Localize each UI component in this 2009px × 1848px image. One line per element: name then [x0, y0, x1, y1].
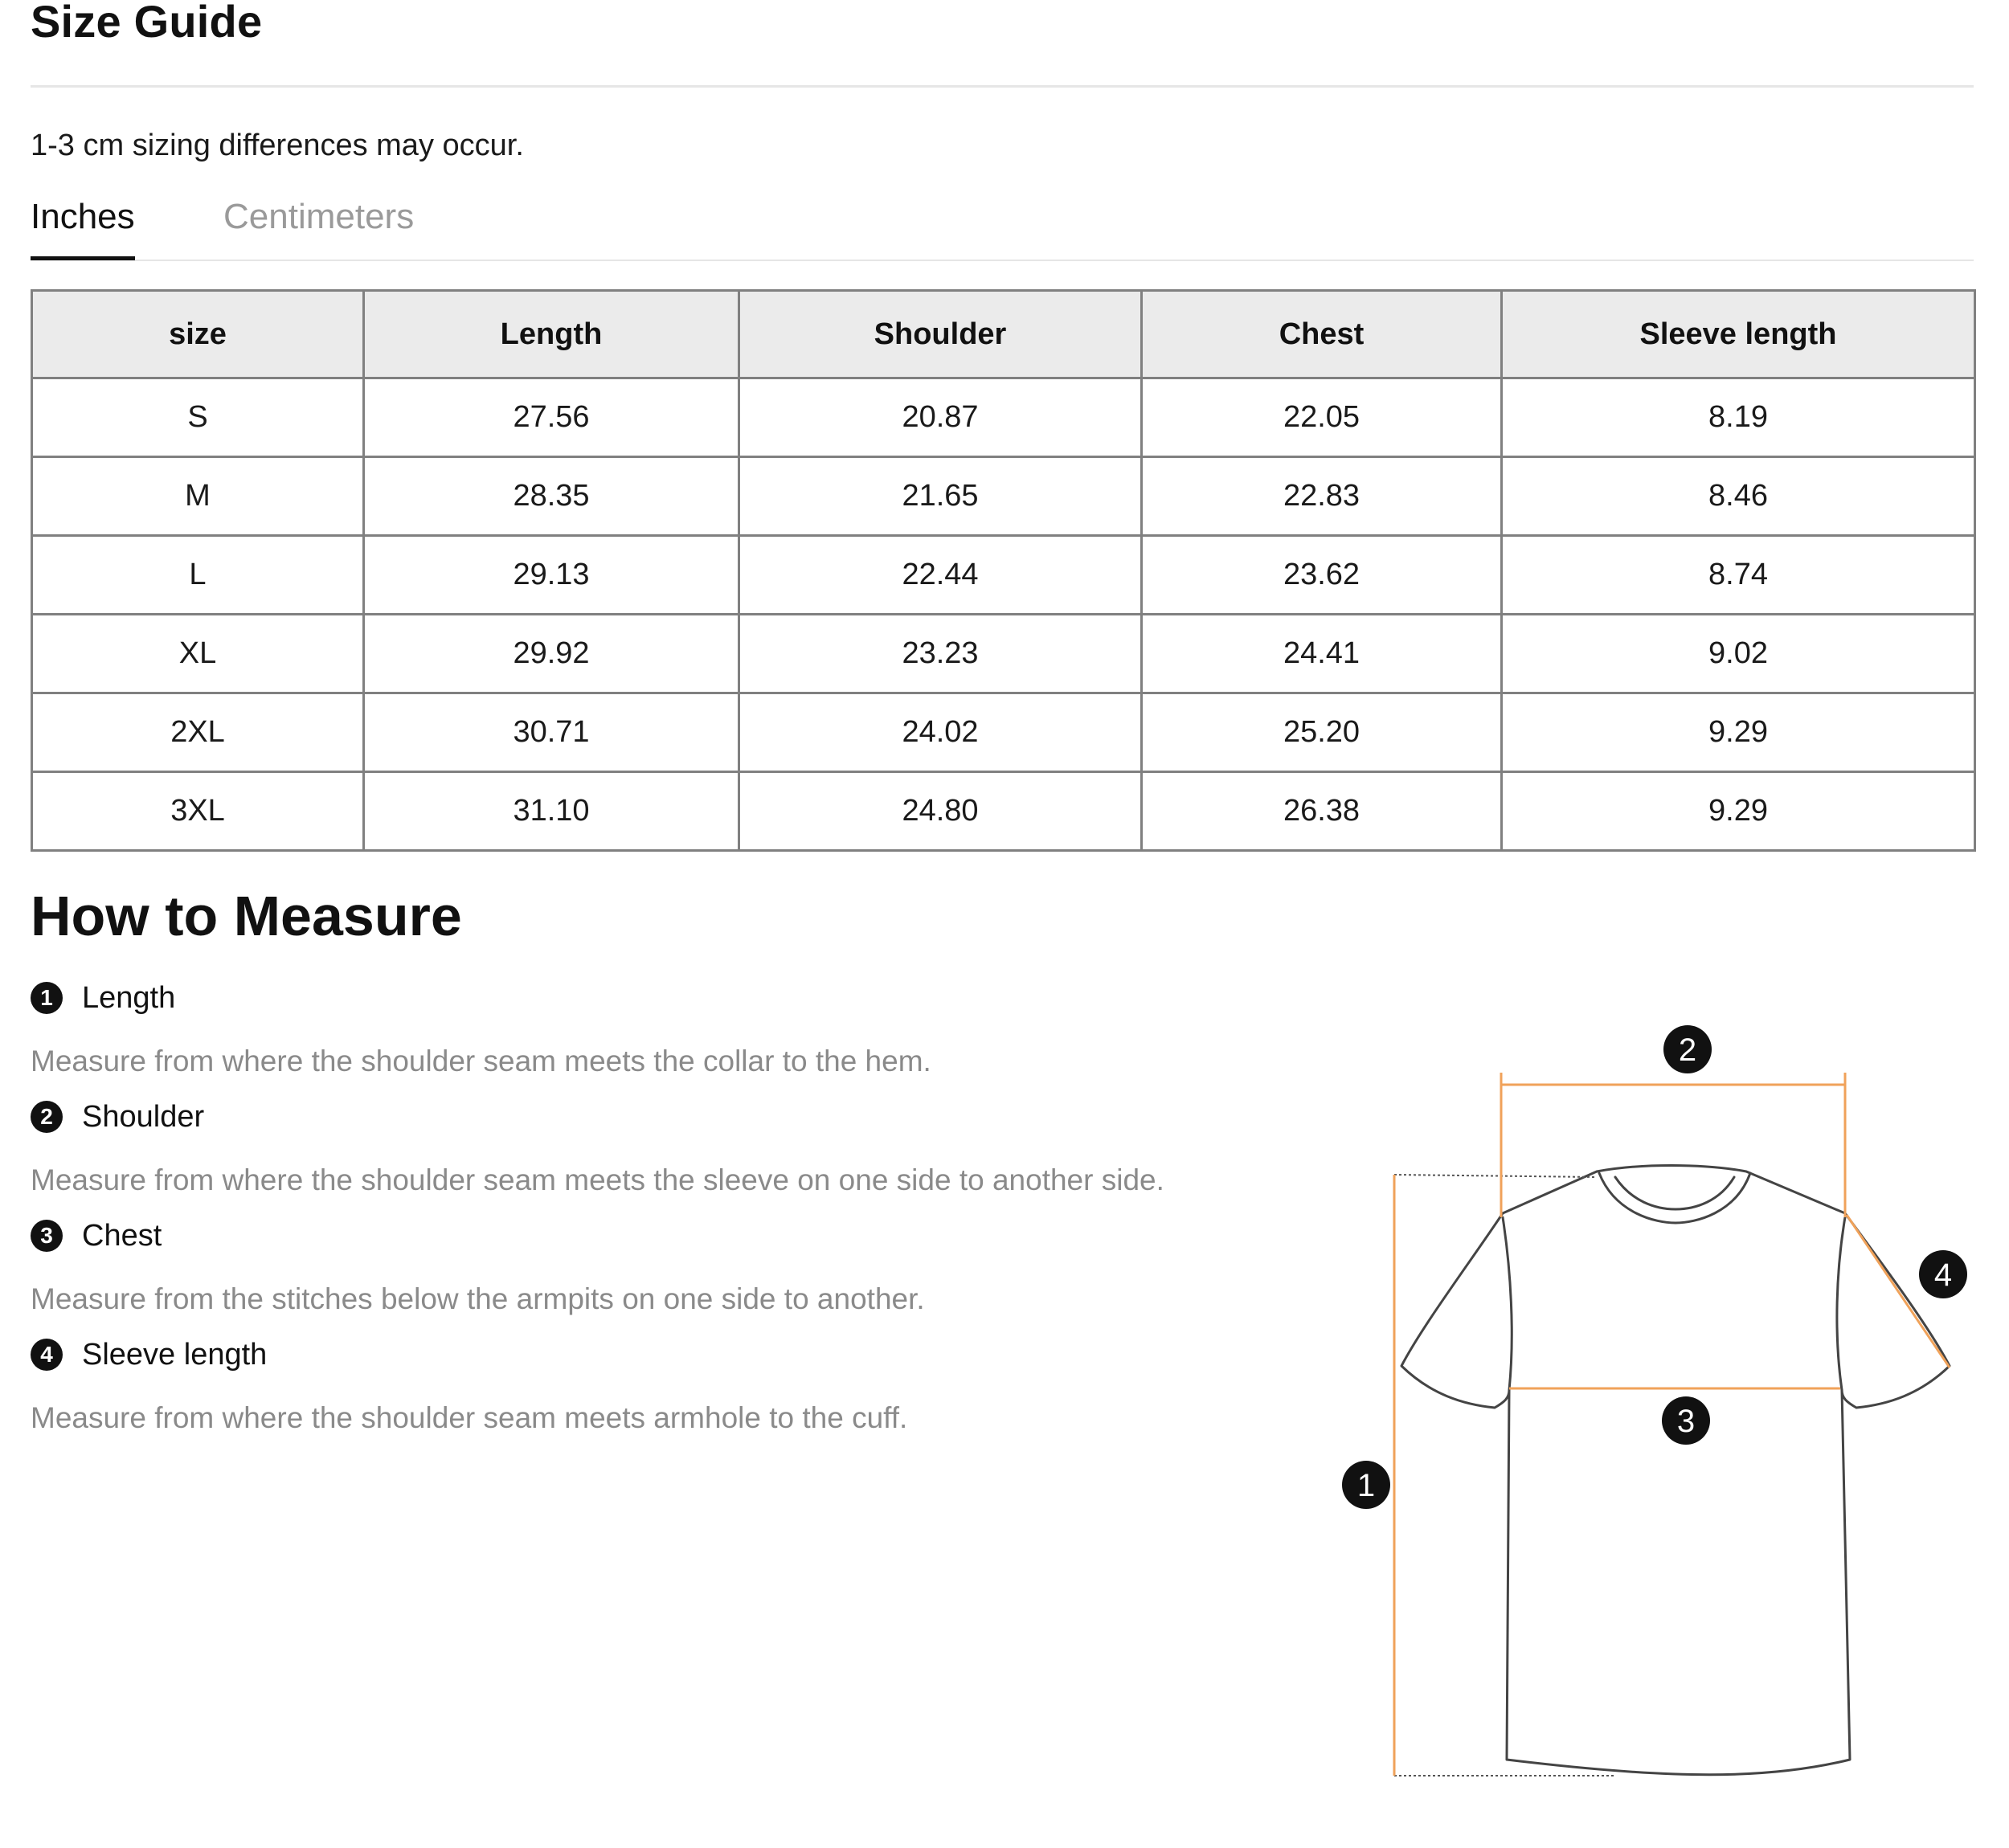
cell-sleeve-length: 8.46 [1502, 457, 1975, 536]
number-2-badge: 2 [31, 1101, 63, 1133]
guide-lines [1394, 1175, 1615, 1776]
cell-chest: 24.41 [1142, 615, 1502, 693]
cell-length: 28.35 [364, 457, 739, 536]
measure-description: Measure from the stitches below the armpits on one side to another. [31, 1282, 925, 1315]
marker-1 [1342, 1461, 1390, 1509]
cell-shoulder: 21.65 [739, 457, 1142, 536]
cell-length: 30.71 [364, 693, 739, 772]
table-row [32, 772, 1975, 851]
cell-size: XL [32, 615, 364, 693]
marker-2 [1663, 1025, 1712, 1073]
marker-1-label: 1 [1356, 1468, 1376, 1503]
table-row [32, 378, 1975, 457]
measure-item-chest [31, 1212, 925, 1316]
tab-inches[interactable]: Inches [31, 197, 135, 253]
cell-sleeve-length: 9.29 [1502, 772, 1975, 851]
marker-3 [1662, 1396, 1710, 1445]
table-row [32, 536, 1975, 615]
cell-sleeve-length: 8.19 [1502, 378, 1975, 457]
table-header-row [32, 291, 1975, 378]
measure-label: Chest [82, 1218, 162, 1253]
title-divider [31, 85, 1974, 88]
marker-3-label: 3 [1676, 1404, 1696, 1439]
table-row [32, 615, 1975, 693]
how-to-measure-title: How to Measure [31, 885, 462, 947]
cell-chest: 26.38 [1142, 772, 1502, 851]
cell-length: 29.92 [364, 615, 739, 693]
col-header-length: Length [364, 291, 739, 378]
tab-centimeters[interactable]: Centimeters [223, 197, 415, 236]
cell-size: 2XL [32, 693, 364, 772]
cell-size: 3XL [32, 772, 364, 851]
col-header-chest: Chest [1142, 291, 1502, 378]
measure-description: Measure from where the shoulder seam meets the sleeve on one side to another side. [31, 1163, 1164, 1196]
table-row [32, 693, 1975, 772]
tshirt-measurement-diagram [1318, 996, 1977, 1800]
cell-sleeve-length: 9.29 [1502, 693, 1975, 772]
cell-shoulder: 22.44 [739, 536, 1142, 615]
marker-4-label: 4 [1933, 1257, 1953, 1293]
marker-4 [1919, 1250, 1967, 1298]
cell-shoulder: 24.02 [739, 693, 1142, 772]
cell-chest: 25.20 [1142, 693, 1502, 772]
measure-item-shoulder [31, 1093, 1164, 1197]
cell-length: 31.10 [364, 772, 739, 851]
page-title: Size Guide [31, 0, 263, 47]
measure-label: Shoulder [82, 1099, 205, 1134]
cell-chest: 23.62 [1142, 536, 1502, 615]
measure-description: Measure from where the shoulder seam meets the collar to the hem. [31, 1045, 931, 1077]
cell-sleeve-length: 8.74 [1502, 536, 1975, 615]
measure-item-sleeve-length [31, 1331, 907, 1435]
cell-length: 29.13 [364, 536, 739, 615]
cell-shoulder: 24.80 [739, 772, 1142, 851]
table-row [32, 457, 1975, 536]
cell-shoulder: 20.87 [739, 378, 1142, 457]
measure-description: Measure from where the shoulder seam meets armhole to the cuff. [31, 1401, 908, 1434]
number-1-badge: 1 [31, 982, 63, 1014]
size-table [31, 289, 1976, 852]
number-4-badge: 4 [31, 1339, 63, 1371]
tshirt-outline [1401, 1166, 1953, 1775]
col-header-size: size [32, 291, 364, 378]
marker-2-label: 2 [1678, 1032, 1697, 1068]
unit-tabs [31, 197, 1974, 261]
cell-size: S [32, 378, 364, 457]
cell-chest: 22.05 [1142, 378, 1502, 457]
col-header-shoulder: Shoulder [739, 291, 1142, 378]
sizing-disclaimer: 1-3 cm sizing differences may occur. [31, 129, 524, 162]
cell-length: 27.56 [364, 378, 739, 457]
measure-item-length [31, 974, 931, 1078]
measure-label: Length [82, 980, 176, 1015]
cell-chest: 22.83 [1142, 457, 1502, 536]
cell-shoulder: 23.23 [739, 615, 1142, 693]
cell-sleeve-length: 9.02 [1502, 615, 1975, 693]
number-3-badge: 3 [31, 1220, 63, 1252]
cell-size: L [32, 536, 364, 615]
measure-label: Sleeve length [82, 1337, 268, 1372]
col-header-sleeve-length: Sleeve length [1502, 291, 1975, 378]
cell-size: M [32, 457, 364, 536]
